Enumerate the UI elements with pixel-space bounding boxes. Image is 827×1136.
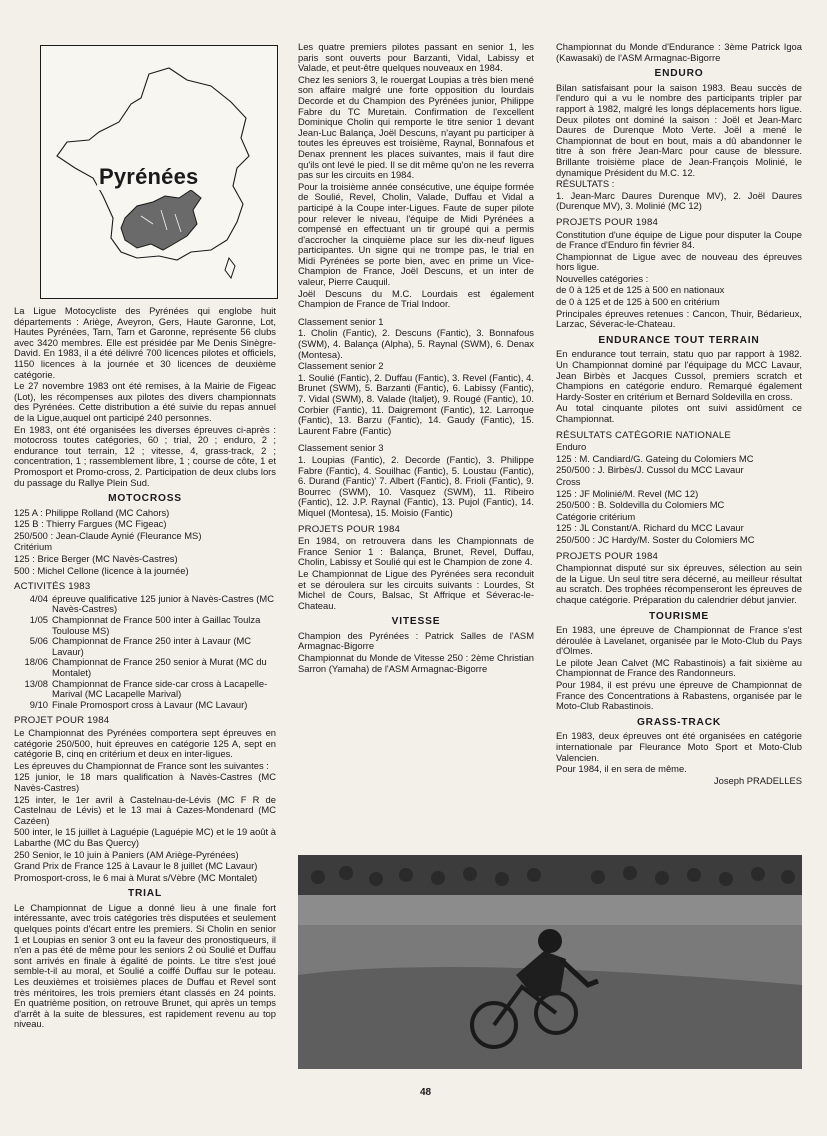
resultats-heading: RÉSULTATS CATÉGORIE NATIONALE <box>556 429 731 441</box>
tourisme-paragraph: En 1983, une épreuve de Championnat de France s'est déroulée à Lavelanet, organisée par le Moto-Club du Pays d'Olmes. <box>556 624 802 657</box>
classement-text: 1. Loupias (Fantic), 2. Decorde (Fantic), 3. Philippe Fabre (Fantic), 4. Souilhac (Fantic), 5. Loustau (Fantic), 6. Durand (Fantic)' 7. Albert (Fantic), 8. Frioli (Fantic), 9. Bourrec (SWM), 10. Vasquez (SWM), 11. Ribeiro (Fantic), 12. J.P. Raynal (Fantic), 13. Pujol (Fantic), 14. Miquel (Montesa), 15. Moisio (Fantic) <box>298 453 534 518</box>
activity-text: Championnat de France 250 inter à Lavaur (MC Lavaur) <box>52 635 252 657</box>
activity-date: 9/10 <box>29 698 48 710</box>
resultat-line: 125 : JL Constant/A. Richard du MCC Lavaur <box>556 522 744 534</box>
classement-text: 1. Cholin (Fantic), 2. Descuns (Fantic), 3. Bonnafous (SWM), 4. Balança (Alpha), 5. Raynal (SWM), 6. Denax (Montesa). <box>298 327 534 360</box>
classement-heading: Classement senior 2 <box>298 360 384 372</box>
vitesse-paragraph: Championnat du Monde d'Endurance : 3ème Patrick Igoa (Kawasaki) de l'ASM Armagnac-Bigorre <box>556 41 802 63</box>
trial-heading: TRIAL <box>128 888 162 900</box>
trial-paragraph: Le Championnat de Ligue a donné lieu à une finale fort intéressante, avec trois catégories très disputées et seulement quelques points d'écart entre les premiers. Si Cholin en senior 1 et Loupias en senior 3 ont eu la faveur des pronostiqueurs, il n'en a pas été de même pour les seniors 2 où Soulié et Duffau sont arrivés en finale à égalité de points. Le titre s'est joué semble-t-il au moral, et Soulié a coiffé Duffau sur le poteau. Les deuxièmes et troisièmes places de Duffau et Revel sont très méritoires, les trois premiers étant classés en 24 points. En quatrième position, on retrouve Brunet, qui après un temps d'arrêt à la suite de blessures, est rapidement revenu au top niveau. <box>14 901 276 1030</box>
motocross-line: 250/500 : Jean-Claude Aynié (Fleurance MS) <box>14 529 202 541</box>
enduro-paragraph: 1. Jean-Marc Daures Durenque MV), 2. Joël Daures (Durenque MV), 3. Molinié (MC 12) <box>556 189 802 212</box>
activity-text: Championnat de France side-car cross à Lacapelle-Marival (MC Lacapelle Marival) <box>52 677 268 700</box>
speedway-rider-photo <box>298 855 802 1069</box>
activity-item <box>14 594 276 615</box>
activity-item <box>14 700 276 711</box>
trial-projet: En 1984, on retrouvera dans les Championnats de France Senior 1 : Balança, Brunet, Revel, Duffau, Cholin, Labissy et Soulié qui est le Champion de zone 4. <box>298 535 534 568</box>
projet-paragraph: 125 junior, le 18 mars qualification à Navès-Castres (MC Navès-Castres) <box>14 771 276 793</box>
vitesse-paragraph: Championnat du Monde de Vitesse 250 : 2ème Christian Sarron (Yamaha) de l'ASM Armagnac-Bigorre <box>298 652 534 674</box>
motocross-line: 125 : Brice Berger (MC Navès-Castres) <box>14 553 178 565</box>
endurance-paragraph: Au total cinquante pilotes ont suivi assidûment ce Championnat. <box>556 402 802 424</box>
trial-paragraph: Les quatre premiers pilotes passant en senior 1, les paris sont ouverts pour Barzanti, Vidal, Labissy et Valade, et peut-être quelques nouveaux en 1984. <box>298 41 534 74</box>
vitesse-paragraph: Champion des Pyrénées : Patrick Salles de l'ASM Armagnac-Bigorre <box>298 629 534 652</box>
activity-date: 5/06 <box>29 635 48 647</box>
motocross-line: 500 : Michel Cellone (licence à la journée) <box>14 564 189 576</box>
classement-text: 1. Soulié (Fantic), 2. Duffau (Fantic), 3. Revel (Fantic), 4. Brunet (SWM), 5. Barzanti (Fantic), 6. Labissy (Fantic), 7. Vidal (SWM), 8. Valade (Italjet), 9. Rougé (Fantic), 10. Corbier (Fantic), 11. Daigremont (Fantic), 12. Larroque (Fantic), 13. Barzu (Fantic), 14. Gaudy (Fantic), 15. Laurent Fabre (Fantic) <box>298 371 534 436</box>
activity-item <box>14 636 276 657</box>
tourisme-paragraph: Le pilote Jean Calvet (MC Rabastinois) a fait sixième au Championnat de France des Randonneurs. <box>556 656 802 679</box>
projet-paragraph: Promosport-cross, le 6 mai à Murat s/Vèbre (MC Montalet) <box>14 871 258 883</box>
trial-projets-heading: PROJETS POUR 1984 <box>298 523 401 535</box>
intro-paragraph: La Ligue Motocycliste des Pyrénées qui englobe huit départements : Ariège, Aveyron, Gers, Haute Garonne, Lot, Hautes Pyrénées, Tarn, Tarn et Garonne, représente 56 clubs avec 3420 membres. Elle est présidée par Me Denis Sinègre-David. En 1983, il a été délivré 700 licences pilotes et officiels, 1150 licences à la journée et 30 licences de deuxième catégorie. <box>14 305 276 380</box>
projet-paragraph: Grand Prix de France 125 à Lavaur le 8 juillet (MC Lavaur) <box>14 860 258 872</box>
enduro-projet: Championnat de Ligue avec de nouveau des épreuves hors ligue. <box>556 250 802 273</box>
activity-text: épreuve qualificative 125 junior à Navès-Castres (MC Navès-Castres) <box>52 592 274 615</box>
enduro-heading: ENDURO <box>654 68 704 80</box>
intro-paragraph: Le 27 novembre 1983 ont été remises, à la Mairie de Figeac (Lot), les récompenses aux pilotes des divers championnats des Pyrénées. Cette distribution a été suivie du repas annuel de la Ligue,auquel ont participé 240 personnes. <box>14 380 276 423</box>
activity-date: 18/06 <box>24 656 48 668</box>
trial-projet: Le Championnat de Ligue des Pyrénées sera reconduit et se déroulera sur les circuits suivants : Lourdes, St Michel de Cours, Balsac, St Affrique et Séverac-le-Chateau. <box>298 567 534 611</box>
resultat-line: 250/500 : B. Soldevilla du Colomiers MC <box>556 499 725 511</box>
trial-paragraph: Chez les seniors 3, le rouergat Loupias a très bien mené son affaire malgré une forte opposition du lourdais Decorde et du Champion des Pyrénées junior, Philippe Fabre du TC Muretain. Confirmation de l'excellent Dominique Cholin qui remporte le titre senior 1 devant Jean-Luc Balança, Joël Descuns, n'ayant pu participer à toutes les épreuves est troisième, Raynal, Bonnafous et Denax prennent les places suivantes, mais il faut dire qu'ils ont levé le pied. Il se dit même qu'on ne les reverra pas sur les circuits en 1984. <box>298 73 534 181</box>
projet-paragraph: 500 inter, le 15 juillet à Laguépie (Laguépie MC) et le 19 août à Labarthe (MC du Bas Quercy) <box>14 826 276 848</box>
resultat-line: Catégorie critérium <box>556 510 636 522</box>
activity-text: Finale Promosport cross à Lavaur (MC Lavaur) <box>52 698 248 710</box>
endurance-projet: Championnat disputé sur six épreuves, sélection au sein de la Ligue. Un seul titre sera décerné, au meilleur résultat au scratch. Des trophées récompenseront les épreuves de chaque catégorie. Préparation du calendrier début janvier. <box>556 562 802 605</box>
classement-heading: Classement senior 3 <box>298 442 384 454</box>
projet-heading: PROJET POUR 1984 <box>14 715 110 727</box>
region-map-box <box>40 45 278 299</box>
trial-paragraph: Joël Descuns du M.C. Lourdais est également Champion de France de Trial Indoor. <box>298 287 534 310</box>
activites-heading: ACTIVITÉS 1983 <box>14 581 91 593</box>
endurance-paragraph: En endurance tout terrain, statu quo par rapport à 1982. Un Championnat dominé par l'équipage du MCC Lavaur, Jean Birbès et Jacques Cussol, premiers scratch et Champions en catégorie enduro. Remarqué également Hardy-Soster en critérium et Bernard Soldevilla en cross. <box>556 348 802 402</box>
trial-paragraph: Pour la troisième année consécutive, une équipe formée de Soulié, Revel, Cholin, Valade, Duffau et Vidal a participé à la Coupe inter-Ligues. Faute de super pilote pour relever le niveau, l'équipe de Midi Pyrénées a compensé en effectuant un tir groupé qui a permis d'accrocher la cinquième place sur les dix-neuf ligues participantes. Un signe qui ne trompe pas, le trial en Midi Pyrénées se porte bien, avec en prime un Vice-Champion de France, Joël Descuns, et un inter de valeur, Pierre Cauquil. <box>298 180 534 288</box>
enduro-projet: Nouvelles catégories : <box>556 272 649 284</box>
tourisme-paragraph: Pour 1984, il est prévu une épreuve de Championnat de France des Concentrations à Rabastens, organisée par le Moto-Club Rabastinois. <box>556 679 802 712</box>
projet-paragraph: 250 Senior, le 10 juin à Paniers (AM Ariège-Pyrénées) <box>14 848 239 860</box>
projet-paragraph: Les épreuves du Championnat de France sont les suivantes : <box>14 759 269 771</box>
page-number: 48 <box>420 1087 432 1098</box>
grasstrack-paragraph: Pour 1984, il en sera de même. <box>556 763 687 775</box>
activity-item <box>14 679 276 700</box>
enduro-projet: de 0 à 125 et de 125 à 500 en critérium <box>556 296 720 308</box>
column-1 <box>14 305 276 1030</box>
motocross-line: 125 A : Philippe Rolland (MC Cahors) <box>14 506 170 518</box>
activity-item <box>14 615 276 636</box>
endurance-projets-heading: PROJETS POUR 1984 <box>556 550 659 562</box>
column-2 <box>298 42 534 675</box>
vitesse-heading: VITESSE <box>391 616 441 628</box>
projet-paragraph: 125 inter, le 1er avril à Castelnau-de-Lévis (MC F R de Castelnau de Lévis) et le 13 mai à Cazes-Mondenard (MC Cazéen) <box>14 793 276 826</box>
enduro-projet: Principales épreuves retenues : Cancon, Thuir, Bédarieux, Larzac, Séverac-le-Chateau. <box>556 307 802 330</box>
activity-date: 13/08 <box>24 677 48 689</box>
projet-paragraph: Le Championnat des Pyrénées comportera sept épreuves en catégorie 250/500, huit épreuves en catégorie 125 A, sept en catégorie B, cinq en critérium et deux en inter-ligues. <box>14 726 276 760</box>
author-signature: Joseph PRADELLES <box>713 774 802 786</box>
tourisme-heading: TOURISME <box>649 610 709 622</box>
enduro-projet: Constitution d'une équipe de Ligue pour disputer la Coupe de France d'Enduro fin février 84. <box>556 228 802 251</box>
resultat-line: Enduro <box>556 441 587 453</box>
enduro-paragraph: Bilan satisfaisant pour la saison 1983. Beau succès de l'enduro qui a vu le nombre des participants tripler par rapport à 1982, malgré les longs déplacements hors ligue. Deux pilotes ont dominé la saison : Joël et Jean-Marc Daures de Durenque Moto Verte. Joël a mené le Championnat de bout en bout, mais a dû abandonner le titre à son frère Jean-Marc pour cause de blessure. Brillante troisième place de Jean-François Molinié, le dynamique Président du M.C. 12. <box>556 81 802 178</box>
resultat-line: 125 : JF Molinié/M. Revel (MC 12) <box>556 487 699 499</box>
activity-date: 4/04 <box>29 592 48 604</box>
enduro-paragraph: RÉSULTATS : <box>556 178 615 190</box>
endurance-heading: ENDURANCE TOUT TERRAIN <box>598 334 760 346</box>
column-3 <box>556 42 802 787</box>
activity-date: 1/05 <box>29 614 48 626</box>
map-title: Pyrénées <box>99 164 199 189</box>
grasstrack-paragraph: En 1983, deux épreuves ont été organisées en catégorie internationale par Fleurance Moto Sport et Moto-Club Valencien. <box>556 730 802 763</box>
intro-paragraph: En 1983, ont été organisées les diverses épreuves ci-après : motocross toutes catégories, 60 ; trial, 20 ; enduro, 2 ; endurance tout terrain, 12 ; vitesse, 4, grass-track, 2 ; concentration, 1 ; rassemblement libre, 1 ; course de côte, 1 et Promosport et Promo-cross, 2. Participation de deux clubs lors du passage du Rallye Plein Sud. <box>14 423 276 488</box>
activity-item <box>14 657 276 678</box>
enduro-projets-heading: PROJETS POUR 1984 <box>556 216 659 228</box>
motocross-heading: MOTOCROSS <box>108 493 182 505</box>
resultat-line: 250/500 : JC Hardy/M. Soster du Colomiers MC <box>556 533 755 545</box>
motocross-line: 125 B : Thierry Fargues (MC Figeac) <box>14 518 167 530</box>
resultat-line: Cross <box>556 475 581 487</box>
grasstrack-heading: GRASS-TRACK <box>636 716 722 728</box>
activity-text: Championnat de France 500 inter à Gaillac Toulza Toulouse MS) <box>52 614 261 636</box>
activity-text: Championnat de France 250 senior à Murat (MC du Montalet) <box>52 656 267 678</box>
enduro-projet: de 0 à 125 et de 125 à 500 en nationaux <box>556 284 725 296</box>
resultat-line: 250/500 : J. Birbès/J. Cussol du MCC Lavaur <box>556 464 744 476</box>
motocross-line: Critérium <box>14 541 53 553</box>
classement-heading: Classement senior 1 <box>298 315 384 327</box>
resultat-line: 125 : M. Candiard/G. Gateing du Colomiers MC <box>556 452 754 464</box>
